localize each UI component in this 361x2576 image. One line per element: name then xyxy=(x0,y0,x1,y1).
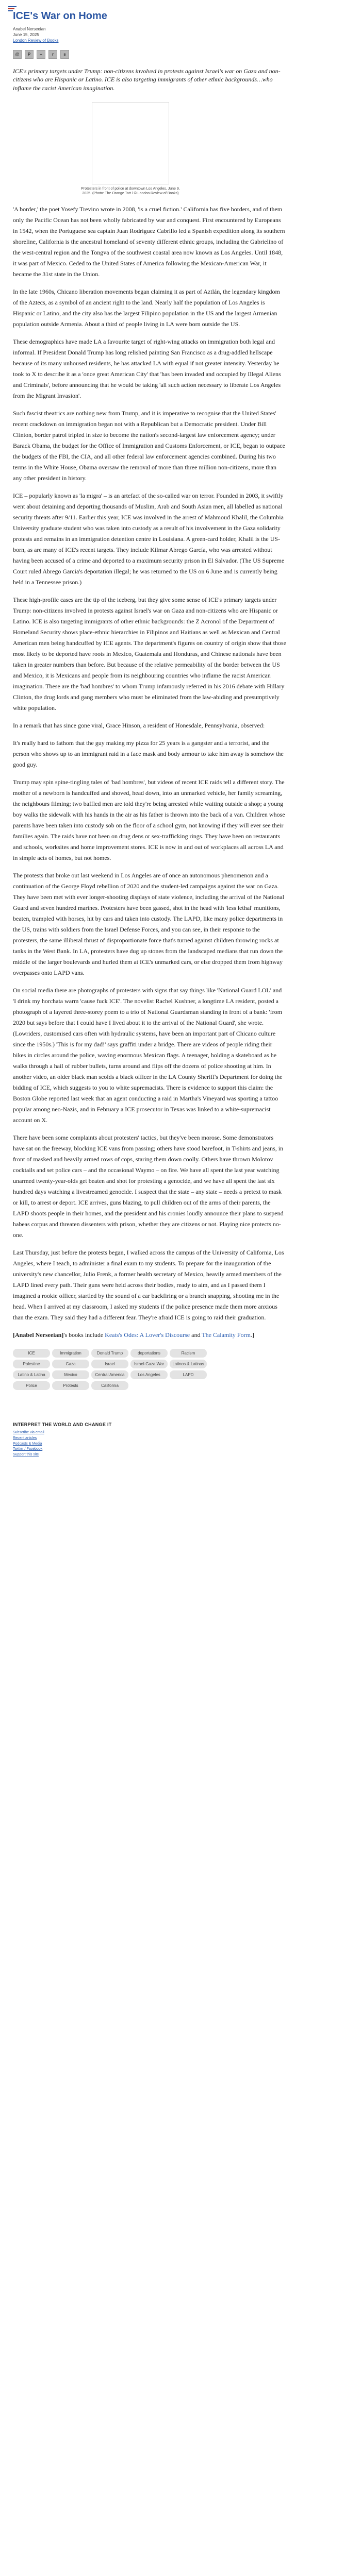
article-photo xyxy=(92,102,169,184)
footer-link[interactable]: Support this site xyxy=(13,1453,39,1457)
rss-icon[interactable]: r xyxy=(48,50,57,59)
footer-links xyxy=(13,1430,286,1458)
tag-pill[interactable]: deportations xyxy=(130,1349,168,1358)
bookmark-icon[interactable]: + xyxy=(37,50,45,59)
article-title: ICE's War on Home xyxy=(13,10,107,22)
tag-pill[interactable]: Latino & Latina xyxy=(13,1370,50,1379)
tag-pill[interactable]: Los Angeles xyxy=(130,1370,168,1379)
tag-list xyxy=(13,1349,229,1390)
article-paragraph: These demographics have made LA a favourite target of right-wing attacks on immigration both legal and informal. If President Donald Trump has long relished painting San Francisco as a drug-addled hellscape because of its many unhoused residents, he has attacked LA with equal if not greater intensity. Yesterday he took to X to describe it as a 'once great American City' that 'has been invaded and occupied by Illegal Aliens and Criminals', before announcing that he would be taking 'all such action necessary to liberate Los Angeles from the Migrant Invasion'. xyxy=(13,337,281,399)
tag-pill[interactable]: Donald Trump xyxy=(91,1349,128,1358)
tag-pill[interactable]: Protests xyxy=(52,1381,89,1390)
bio-text: 's books include xyxy=(63,1331,104,1338)
bio-and: and xyxy=(191,1331,201,1338)
article-paragraph: These high-profile cases are the tip of the iceberg, but they give some sense of ICE's primary targets under Trump: non-citizens involved in protests against Israel's war on Gaza and non-citizens who are Hispanic or Latino. ICE is also targeting immigrants of other ethnic backgrounds: the Z Acronol of the Department of Homeland Security shows place-ethnic hierarchies in Filipinos and Haitians as well as Mexican and Central American men being handcuffed by ICE agents. The department's figures on country of origin show that those most likely to be deported have roots in Mexico, Guatemala and Honduras, and Chinese nationals have been taken in greater numbers than before. But because of the relative permeability of the border between the US and Mexico, it is Mexicans and people from its neighbouring countries who inflame the racist American imagination. These are the 'bad hombres' to whom Trump infamously referred in his 2016 debate with Hillary Clinton, the drug lords and gang members who must be eliminated from the law-abiding and presumptively white population. xyxy=(13,596,286,711)
bio-end: .] xyxy=(250,1331,254,1338)
article-paragraph: In the late 1960s, Chicano liberation movements began claiming it as part of Aztlán, the legendary kingdom of the Aztecs, as a symbol of an ancient right to the land. Nearly half the population of Los Angeles is Hispanic or Latino, and the city also has the largest Filipino population in the US and the largest Armenian population outside Armenia. About a third of people living in LA were born outside the US. xyxy=(13,287,280,328)
bio-author-name: [Anabel Nerseeian] xyxy=(13,1331,64,1338)
article-paragraph: It's really hard to fathom that the guy making my pizza for 25 years is a gangster and a terrorist, and the person who shows up to an immigrant raid in a face mask and body armour to take him away is somehow the good guy. xyxy=(13,739,284,768)
article-paragraph: There have been some complaints about protesters' tactics, but they've been morose. Some demonstrators have sat on the freeway, blocking ICE vans from passing; others have stood barefoot, in T-shirts and jeans, in front of masked and heavily armed rows of cops, staring them down coolly. Others have thrown Molotov cocktails and set police cars – and the occasional Waymo – on fire. We have all spent the last year watching unarmed twenty-year-olds get beaten and shot for protesting a genocide, and we have all spent the last six hundred days watching a livestreamed genocide. I suspect that the state – any state – needs a pretext to mask or kill, to arrest or deport. ICE arrives, guns blazing, to pull children out of the arms of their parents, the LAPD shoots people in their homes, and the president and his cronies loudly announce their plans to suspend habeas corpus and threaten dissenters with prison, whether they are citizens or not. Playing nice protects no-one. xyxy=(13,1133,284,1239)
tag-pill[interactable]: Mexico xyxy=(52,1370,89,1379)
share-icon[interactable]: s xyxy=(60,50,69,59)
footer-link[interactable]: Podcasts & Media xyxy=(13,1442,42,1446)
article-figure xyxy=(81,102,180,199)
article-paragraph: On social media there are photographs of protesters with signs that say things like 'National Guard LOL' and 'I drink my horchata warm 'cause fuck ICE'. The novelist Rachel Kushner, a longtime LA resident, posted a photograph of a layered three-storey poem to a trio of National Guardsman standing in front of a bank: 'from 2020 but says before that I could have I lived about it to the arrival of the National Guard', she wrote. (Lowriders, customised cars often with hydraulic systems, have been an important part of Chicano culture since the 1950s.) 'This is for my dad!' says graffiti under a bridge. There are videos of people riding their bikes in circles around the police, waving enormous Mexican flags. A teenager, holding a skateboard as he walks through a hail of rubber bullets, turns around and flips off the dozens of police shooting at him. In another video, an older black man scolds a black officer in the LA County Sheriff's Department for doing the bidding of ICE, which suggests to you to white supremacists. There is evidence to support this claim: the Boston Globe reported last week that an agent conducting a raid in Martha's Vineyard was sporting a tattoo popular among neo-Nazis, and in February a ICE prosecutor in Texas was linked to a white-supremacist account on X. xyxy=(13,986,283,1124)
footer-link[interactable]: Subscribe via email xyxy=(13,1430,44,1434)
author-name: Anabel Nerseeian xyxy=(13,27,46,31)
article-paragraph: Trump may spin spine-tingling tales of 'bad hombres', but videos of recent ICE raids tell a different story. The mother of a newborn is handcuffed and shoved, head down, into an unmarked vehicle, her family screaming, the neighbours filming; two baffled men are told they're being arrested while waiting outside a shop; a young boy walks the sidewalk with his hands in the air as his father is thrown into the back of a van. Children whose parents have been taken into custody sob on the floor of a school gym, not knowing if they will ever see their families again. The raids have not been on drug dens or sex-trafficking rings. They have been on restaurants and schools, worksites and home improvement stores. ICE is now in and out of workplaces all across LA and in simple acts of homes, but not homes. xyxy=(13,778,285,861)
publish-date: June 15, 2025 xyxy=(13,32,39,38)
tag-pill[interactable]: Gaza xyxy=(52,1360,89,1368)
photo-caption: Protesters in front of police at downtown Los Angeles, June 9, 2025. (Photo: The Orange Tatt / © London Review of Books) xyxy=(81,187,180,196)
article-paragraph: 'A border,' the poet Yosefy Trevino wrote in 2008, 'is a cruel fiction.' California has five borders, and of them only the Pacific Ocean has not been wholly fabricated by war and conquest. First encountered by Europeans in 1542, when the Portuguese sea captain Juan Rodríguez Cabrillo led a Spanish expedition along its southern shoreline, California is the ancestral homeland of seventy different ethnic groups, including the Gabrielino of the west-central region and the Tongva of the southwest coastal area now known as Los Angeles. Until 1848, it was part of Mexico. Ceded to the United States of America following the Mexican-American War, it became the 31st state in the Union. xyxy=(13,205,285,278)
byline xyxy=(13,26,286,44)
article-paragraph: ICE – popularly known as 'la migra' – is an artefact of the so-called war on terror. Founded in 2003, it swiftly went about detaining and deporting thousands of Muslim, Arab and South Asian men, all labelled as national security threats after 9/11. Earlier this year, ICE was involved in the arrest of Mahmoud Khalil, the Columbia University graduate student who was taken into custody as a result of his involvement in the Gaza solidarity protests and remains in an immigration detention centre in Louisiana. A green-card holder, Khalil is the US-born, as are many of ICE's recent targets. They include Kilmar Abrego García, who was arrested without having been accused of a crime and deported to a maximum security prison in El Salvador. (The US Supreme Court ruled Abrego Garcia's deportation illegal; he was returned to the US on 6 June and is currently being held in a Tennessee prison.) xyxy=(13,492,285,586)
tag-pill[interactable]: Central America xyxy=(91,1370,128,1379)
article-paragraph: Such fascist theatrics are nothing new from Trump, and it is imperative to recognise that the United States' recent crackdown on immigration began not with a Republican but a Democratic president. Under Bill Clinton, border patrol tripled in size to become the nation's second-largest law enforcement agency; under Barack Obama, the budget for the Office of Immigration and Customs Enforcement, or ICE, began to outpace the budgets of the FBI, the CIA, and all other federal law enforcement agencies combined. During his two terms in the White House, Obama oversaw the removal of more than three million non-citizens, more than any other president in history. xyxy=(13,409,285,482)
tag-pill[interactable]: Immigration xyxy=(52,1349,89,1358)
tag-pill[interactable]: Police xyxy=(13,1381,50,1390)
article-container xyxy=(0,0,286,1458)
print-icon[interactable]: P xyxy=(25,50,34,59)
footer-link[interactable]: Twitter / Facebook xyxy=(13,1447,43,1451)
tag-pill[interactable]: ICE xyxy=(13,1349,50,1358)
tag-pill[interactable]: Racism xyxy=(170,1349,207,1358)
tag-pill[interactable]: LAPD xyxy=(170,1370,207,1379)
article-paragraph: Last Thursday, just before the protests began, I walked across the campus of the University of California, Los Angeles, where I teach, to administer a final exam to my students. To prepare for the inauguration of the university's new chancellor, Julio Frenk, a former health secretary of Mexico, heavily armed members of the LAPD lined every path. Their guns were held across their bodies, ready to aim, and as I passed them I imagined a rookie officer, startled by the sound of a car backfiring or a branch snapping, shooting me in the head. When I arrived at my classroom, I asked my students if the police presence made them more anxious than the exam. They said they had a different fear. They're afraid ICE is going to raid their graduation. xyxy=(13,1248,284,1321)
source-link[interactable]: London Review of Books xyxy=(13,38,59,43)
article-body xyxy=(13,204,286,1323)
bio-book-link-2[interactable]: The Calamity Form xyxy=(202,1331,251,1338)
share-toolbar xyxy=(13,50,286,59)
bio-book-link-1[interactable]: Keats's Odes: A Lover's Discourse xyxy=(105,1331,190,1338)
tag-pill[interactable]: Israel-Gaza War xyxy=(130,1360,168,1368)
article-paragraph: The protests that broke out last weekend in Los Angeles are of once an autonomous phenomenon and a continuation of the George Floyd rebellion of 2020 and the student-led campaigns against the war on Gaza. They have been met with ever longer-shooting displays of state violence, including the arrival of the National Guard and seven hundred marines. Protesters have been gassed, shot in the head with 'less lethal' munitions, beaten, trampled with horses, hit by cars and taken into custody. The LAPD, like many police departments in the US, trains with soldiers from the Israel Defense Forces, and you can see, in their response to the protesters, the same illiberal thrust of disproportionate force that's turned against children throwing rocks at tanks in the West Bank. In LA, protesters have dug up stones from the landscaped medians that run down the middle of the larger boulevards and hurled them at ICE's unmarked cars, or else dropped them from highway overpasses onto LAPD vans. xyxy=(13,871,284,976)
email-icon[interactable]: @ xyxy=(13,50,22,59)
author-bio xyxy=(13,1330,286,1341)
footer-link[interactable]: Recent articles xyxy=(13,1436,37,1440)
footer-title: INTERPRET THE WORLD AND CHANGE IT xyxy=(13,1421,112,1427)
tag-pill[interactable]: Israel xyxy=(91,1360,128,1368)
tag-pill[interactable]: Latinos & Latinas xyxy=(170,1360,207,1368)
tag-pill[interactable]: California xyxy=(91,1381,128,1390)
article-paragraph: In a remark that has since gone viral, Grace Hinson, a resident of Honesdale, Pennsylvania, observed: xyxy=(13,721,265,729)
tag-pill[interactable]: Palestine xyxy=(13,1360,50,1368)
article-lede: ICE's primary targets under Trump: non-citizens involved in protests against Israel's war on Gaza and non-citizens who are Hispanic or Latino. ICE is also targeting immigrants of other ethnic backgrounds…who inflame the racist American imagination. xyxy=(13,67,281,92)
